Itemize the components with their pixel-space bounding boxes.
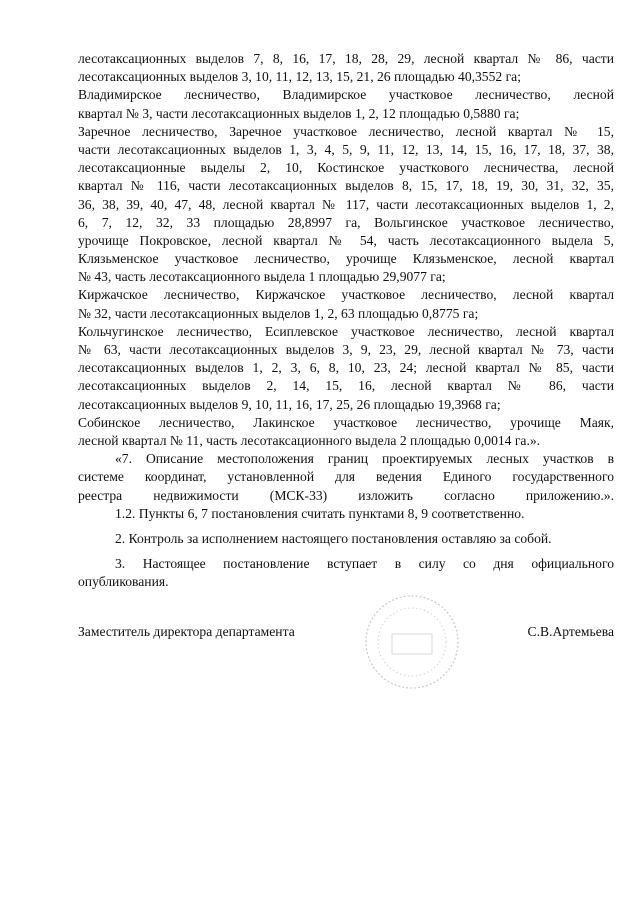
- text-line: лесотаксационных выделов 9, 10, 11, 16, 17, 25, 26 площадью 19,3968 га;: [78, 396, 501, 412]
- text-line: опубликования.: [78, 574, 169, 590]
- text-line: 36, 38, 39, 40, 47, 48, лесной квартал № 117, части лесотаксационных выделов 1, 2,: [78, 196, 614, 212]
- text-line: лесотаксационных выделов 7, 8, 16, 17, 18, 28, 29, лесной квартал № 86, части: [78, 51, 614, 66]
- signatory-title: Заместитель директора департамента: [78, 624, 295, 639]
- text-line: урочище Покровское, лесной квартал № 54, часть лесотаксационного выдела 5,: [78, 232, 614, 248]
- text-line: системе координат, установленной для ведения Единого государственного: [78, 469, 614, 485]
- text-line: 3. Настоящее постановление вступает в силу со дня официального: [115, 556, 614, 572]
- text-line: квартал № 116, части лесотаксационных выделов 8, 15, 17, 18, 19, 30, 31, 32, 35,: [78, 178, 614, 194]
- text-line: Кольчугинское лесничество, Есиплевское участковое лесничество, лесной квартал: [78, 323, 614, 339]
- paragraph-gap: [78, 523, 614, 530]
- paragraph-gap: [78, 548, 614, 555]
- text-line: № 32, части лесотаксационных выделов 1, 2, 63 площадью 0,8775 га;: [78, 305, 479, 321]
- paragraph: [78, 50, 614, 86]
- text-line: № 43, часть лесотаксационного выдела 1 площадью 29,9077 га;: [78, 269, 446, 285]
- text-line: лесной квартал № 11, часть лесотаксационного выдела 2 площадью 0,0014 га.».: [78, 432, 541, 448]
- document-body: [78, 50, 614, 591]
- paragraph: [78, 123, 614, 287]
- text-line: лесотаксационные выделы 2, 10, Костинское участкового лесничества, лесной: [78, 160, 614, 176]
- paragraph: [78, 323, 614, 414]
- text-line: 1.2. Пункты 6, 7 постановления считать пунктами 8, 9 соответственно.: [115, 505, 525, 521]
- text-line: реестра недвижимости (МСК-33) изложить согласно приложению.».: [78, 487, 614, 503]
- text-line: Заречное лесничество, Заречное участковое лесничество, лесной квартал № 15,: [78, 123, 614, 139]
- signature-block: [78, 624, 614, 644]
- paragraph: [78, 86, 614, 122]
- text-line: № 63, части лесотаксационных выделов 3, 9, 23, 29, лесной квартал № 73, части: [78, 342, 614, 357]
- signatory-name: С.В.Артемьева: [527, 624, 614, 639]
- text-line: «7. Описание местоположения границ проектируемых лесных участков в: [115, 451, 614, 467]
- text-line: Собинское лесничество, Лакинское участковое лесничество, урочище Маяк,: [78, 414, 614, 430]
- text-line: части лесотаксационных выделов 1, 3, 4, 5, 9, 11, 12, 13, 14, 15, 16, 17, 18, 37, 38,: [78, 141, 614, 157]
- paragraph: [78, 286, 614, 322]
- text-line: Клязьменское участковое лесничество, урочище Клязьменское, лесной квартал: [78, 251, 614, 267]
- paragraph: [78, 450, 614, 523]
- text-line: 2. Контроль за исполнением настоящего постановления оставляю за собой.: [115, 530, 552, 546]
- text-line: лесотаксационных выделов 1, 2, 3, 6, 8, 10, 23, 24; лесной квартал № 85, части: [78, 360, 614, 376]
- text-line: Киржачское лесничество, Киржачское участковое лесничество, лесной квартал: [78, 287, 614, 303]
- text-line: квартал № 3, части лесотаксационных выделов 1, 2, 12 площадью 0,5880 га;: [78, 105, 520, 121]
- text-line: лесотаксационных выделов 3, 10, 11, 12, 13, 15, 21, 26 площадью 40,3552 га;: [78, 69, 521, 85]
- stamp-seal: [362, 592, 462, 692]
- text-line: Владимирское лесничество, Владимирское участковое лесничество, лесной: [78, 87, 614, 103]
- text-line: 6, 7, 12, 32, 33 площадью 28,8997 га, Вольгинское участковое лесничество,: [78, 214, 614, 230]
- text-line: лесотаксационных выделов 2, 14, 15, 16, лесной квартал № 86, части: [78, 378, 614, 394]
- paragraph: [78, 414, 614, 450]
- paragraph: [78, 530, 614, 548]
- paragraph: [78, 555, 614, 591]
